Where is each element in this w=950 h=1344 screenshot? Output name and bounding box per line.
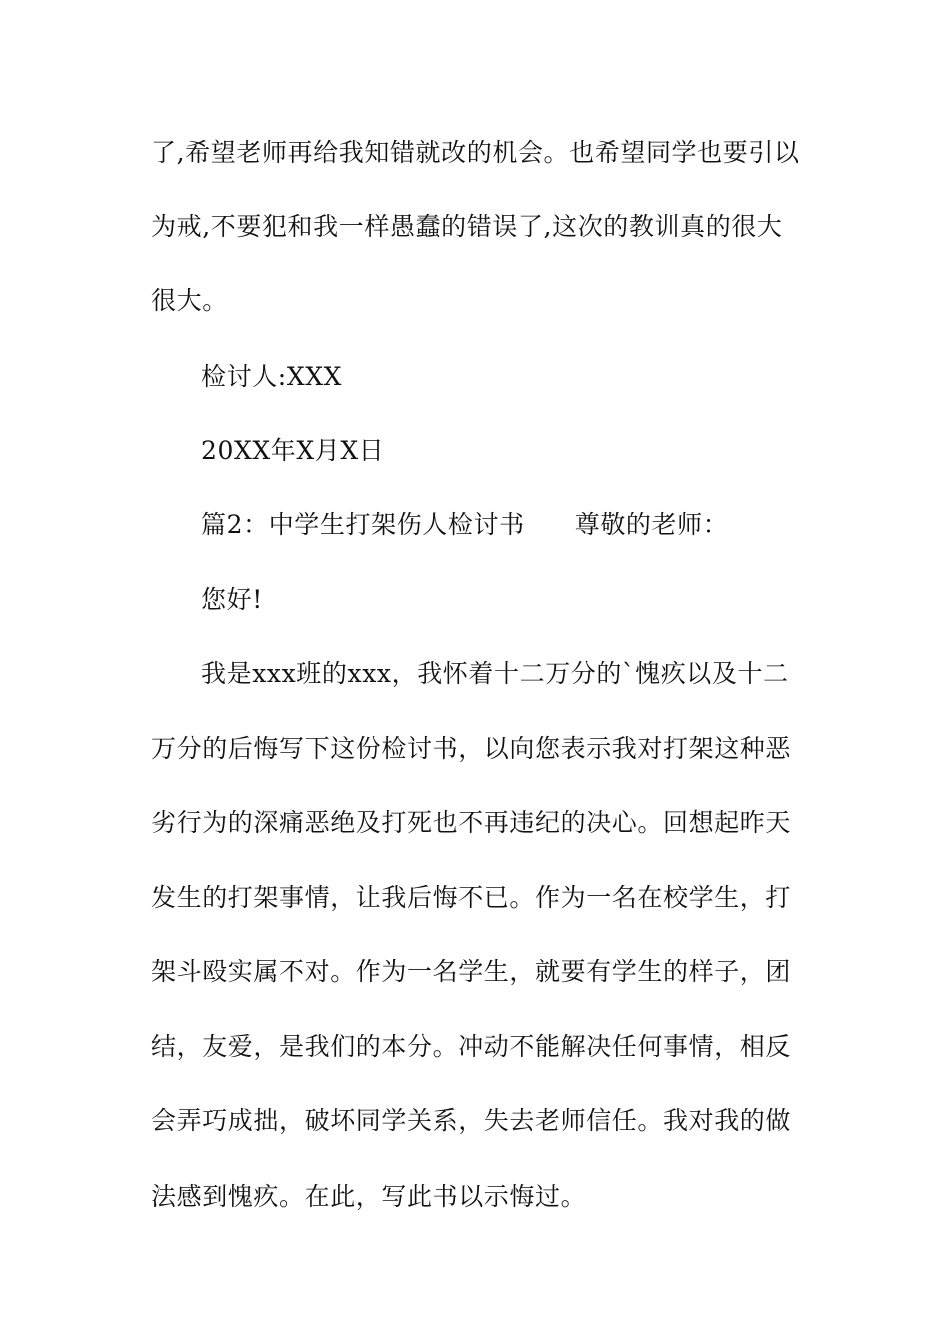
paragraph-line: 劣行为的深痛恶绝及打死也不再违纪的决心。回想起昨天 — [151, 808, 792, 837]
paragraph-line: 发生的打架事情，让我后悔不已。作为一名在校学生，打 — [151, 883, 792, 912]
date-line: 20XX年X月X日 — [201, 436, 385, 465]
section-heading: 篇2：中学生打架伤人检讨书 — [201, 510, 525, 539]
paragraph-line: 结，友爱，是我们的本分。冲动不能解决任何事情，相反 — [151, 1032, 792, 1061]
paragraph-line: 法感到愧疚。在此，写此书以示悔过。 — [151, 1182, 587, 1211]
signature-line: 检讨人:XXX — [201, 362, 343, 391]
paragraph-line: 万分的后悔写下这份检讨书，以向您表示我对打架这种恶 — [151, 734, 792, 763]
paragraph-line: 很大。 — [151, 286, 228, 315]
paragraph-line: 会弄巧成拙，破坏同学关系，失去老师信任。我对我的做 — [151, 1106, 792, 1135]
paragraph-line: 了,希望老师再给我知错就改的机会。也希望同学也要引以 — [151, 138, 800, 167]
paragraph-line: 我是xxx班的xxx，我怀着十二万分的`愧疚以及十二 — [201, 659, 789, 688]
paragraph-line: 为戒,不要犯和我一样愚蠢的错误了,这次的教训真的很大 — [151, 212, 783, 241]
paragraph-line: 架斗殴实属不对。作为一名学生，就要有学生的样子，团 — [151, 957, 792, 986]
salutation: 尊敬的老师： — [574, 510, 729, 539]
section-heading-line — [201, 509, 728, 541]
greeting-line: 您好! — [201, 585, 263, 614]
